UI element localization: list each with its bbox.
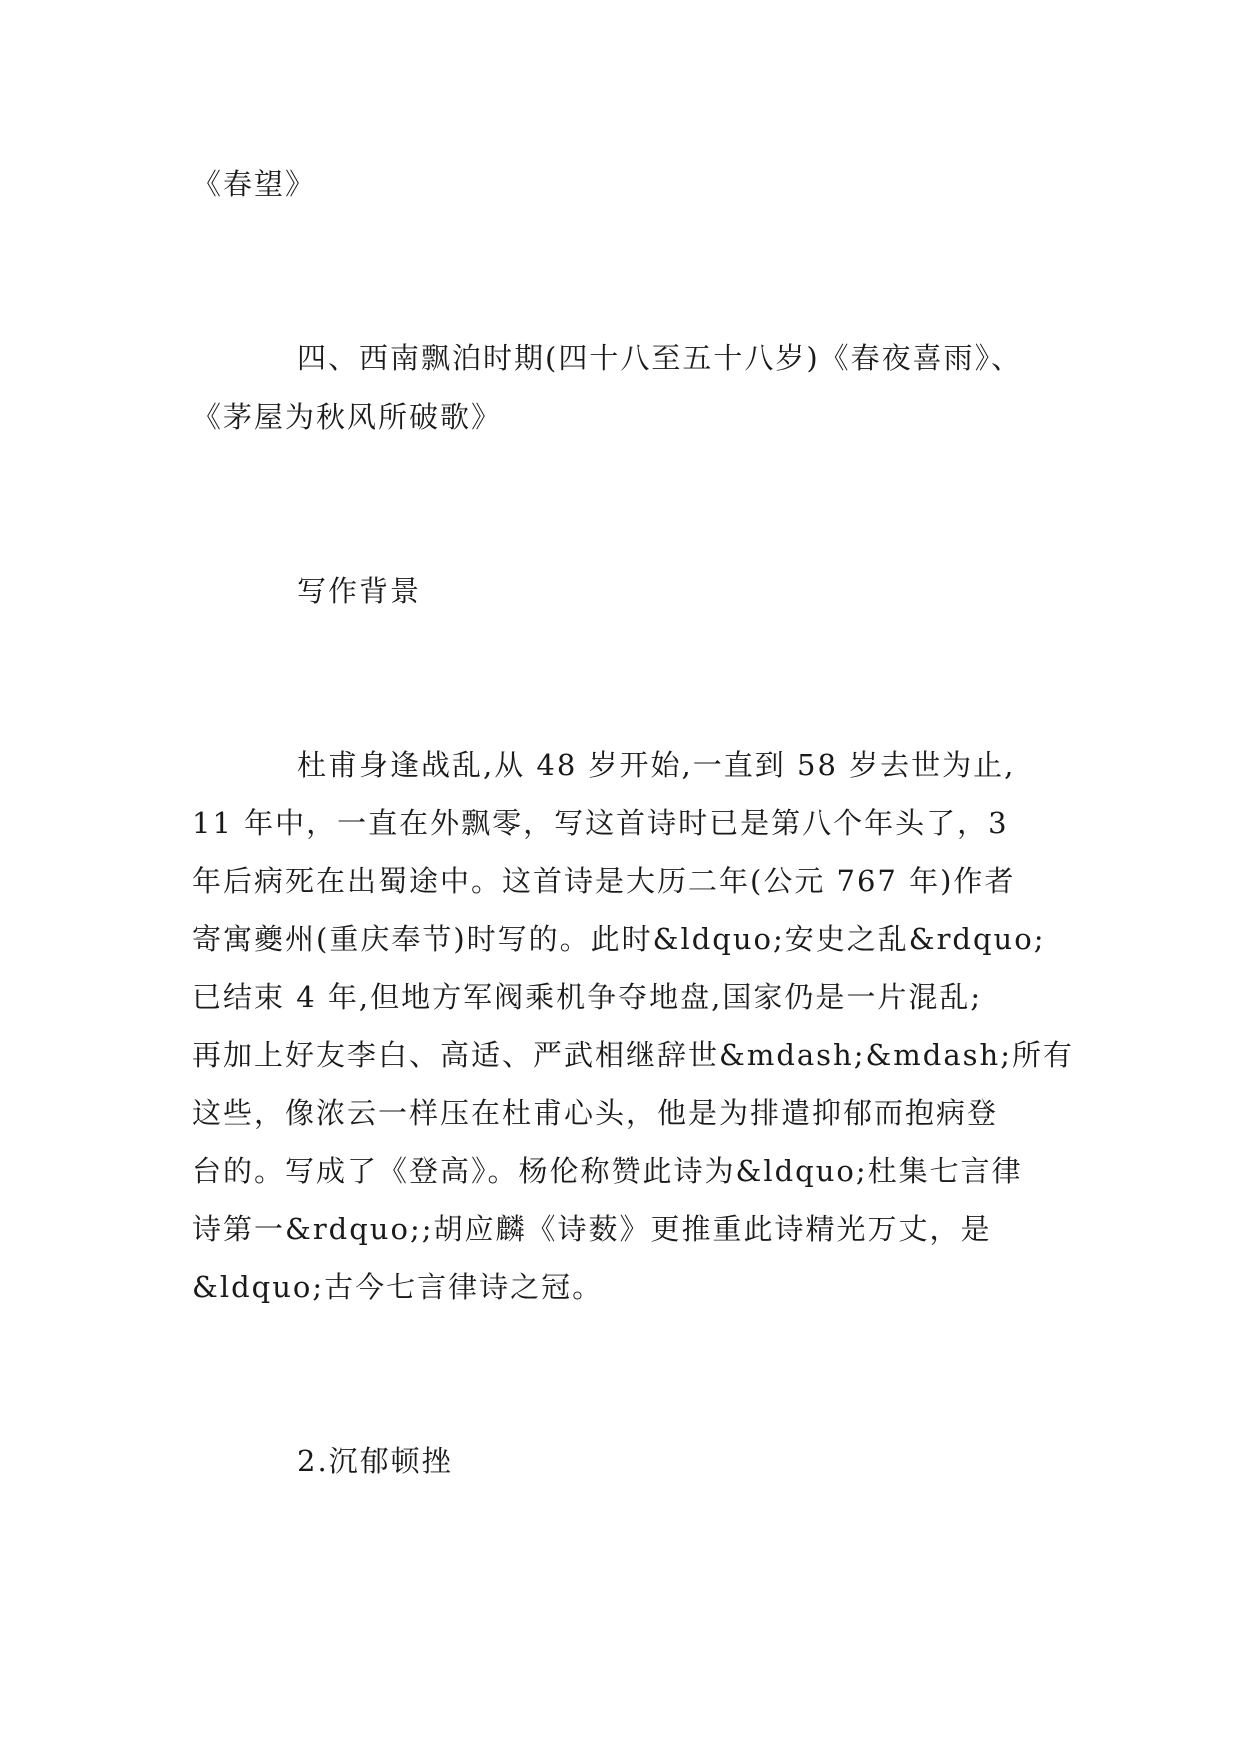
heading-writing-background: 写作背景: [297, 574, 422, 608]
paragraph-line: 诗第一&rdquo;;胡应麟《诗薮》更推重此诗精光万丈，是: [192, 1212, 992, 1246]
heading-2-chenyu-dunchuo: 2.沉郁顿挫: [297, 1444, 453, 1478]
paragraph-line: 台的。写成了《登高》。杨伦称赞此诗为&ldquo;杜集七言律: [192, 1154, 1023, 1188]
section-4-line-2: 《茅屋为秋风所破歌》: [192, 400, 503, 434]
paragraph-line: 杜甫身逢战乱,从 48 岁开始,一直到 58 岁去世为止,: [297, 748, 1016, 782]
paragraph-line: 年后病死在出蜀途中。这首诗是大历二年(公元 767 年)作者: [192, 864, 1016, 898]
paragraph-line: 再加上好友李白、高适、严武相继辞世&mdash;&mdash;所有: [192, 1038, 1074, 1072]
paragraph-line: &ldquo;古今七言律诗之冠。: [192, 1270, 604, 1304]
paragraph-line: 已结束 4 年,但地方军阀乘机争夺地盘,国家仍是一片混乱;: [192, 980, 983, 1014]
title-chunwang: 《春望》: [192, 167, 317, 201]
paragraph-line: 这些，像浓云一样压在杜甫心头，他是为排遣抑郁而抱病登: [192, 1096, 999, 1130]
paragraph-line: 寄寓夔州(重庆奉节)时写的。此时&ldquo;安史之乱&rdquo;: [192, 922, 1046, 956]
section-4-line-1: 四、西南飘泊时期(四十八至五十八岁)《春夜喜雨》、: [297, 341, 1023, 375]
paragraph-line: 11 年中，一直在外飘零，写这首诗时已是第八个年头了，3: [192, 806, 1009, 840]
